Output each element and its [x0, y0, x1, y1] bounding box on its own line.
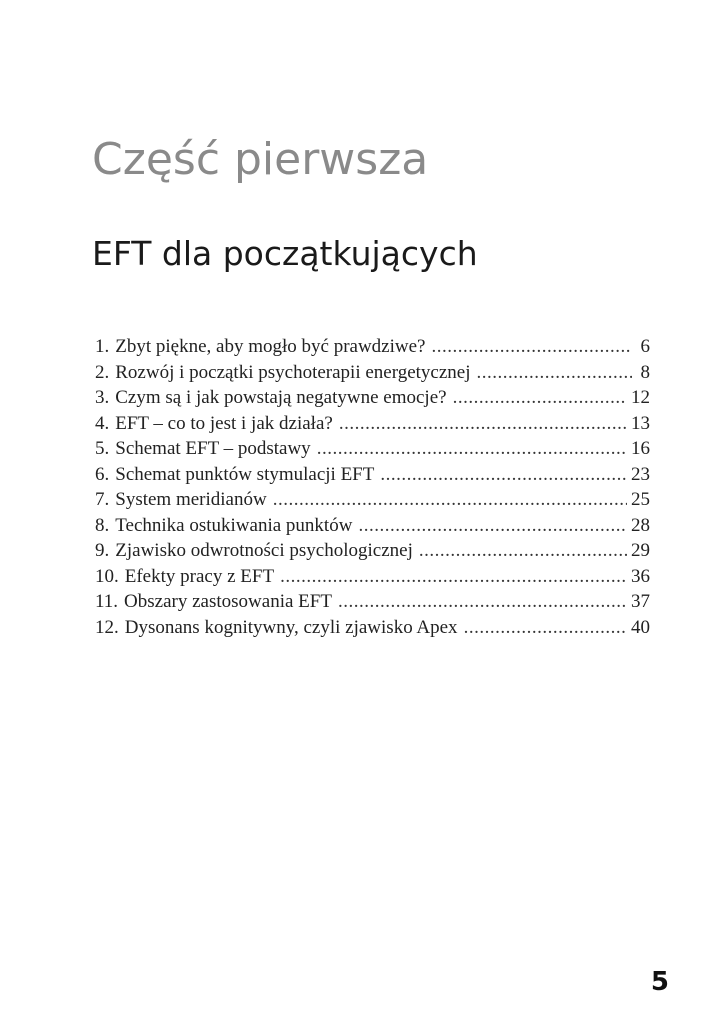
- toc-entry-title: Zbyt piękne, aby mogło być prawdziwe?: [115, 336, 426, 357]
- section-title: EFT dla początkujących: [92, 234, 478, 273]
- toc-dot-leader: [273, 487, 627, 513]
- toc-dot-leader: [453, 385, 627, 411]
- toc-dot-leader: [380, 462, 627, 488]
- toc-dot-leader: [339, 411, 627, 437]
- toc-entry-page: 29: [631, 540, 650, 561]
- toc-entry-title: Schemat punktów stymulacji EFT: [115, 463, 375, 485]
- toc-entry-number: 8.: [95, 514, 110, 536]
- toc-dot-leader: [477, 360, 633, 386]
- toc-dot-leader: [317, 436, 627, 462]
- toc-entry-number: 10.: [95, 565, 119, 587]
- toc-dot-leader: [419, 538, 627, 564]
- toc-entry: [95, 462, 650, 488]
- toc-entry-number: 6.: [95, 463, 110, 485]
- toc-dot-leader: [358, 513, 627, 539]
- toc-dot-leader: [431, 334, 632, 360]
- page-number: 5: [650, 967, 669, 997]
- toc-entry: [95, 589, 650, 615]
- toc-entry-number: 3.: [95, 387, 110, 408]
- toc-entry-page: 6: [640, 336, 650, 357]
- toc-entry-number: 5.: [95, 438, 110, 459]
- toc-entry: [95, 334, 650, 360]
- toc-entry-page: 40: [631, 616, 650, 638]
- toc-entry-title: Zjawisko odwrotności psychologicznej: [115, 540, 413, 561]
- toc-entry-page: 23: [631, 463, 650, 485]
- toc-entry-number: 7.: [95, 489, 110, 510]
- toc-entry-page: 8: [640, 361, 650, 383]
- toc-entry-number: 11.: [95, 591, 119, 612]
- toc-entry-title: Rozwój i początki psychoterapii energetycznej: [115, 361, 471, 383]
- toc-entry-number: 1.: [95, 336, 110, 357]
- toc-entry: [95, 564, 650, 590]
- toc-entry-page: 37: [631, 591, 650, 612]
- toc-entry-number: 2.: [95, 361, 110, 383]
- toc-entry: [95, 538, 650, 564]
- toc-entry-title: EFT – co to jest i jak działa?: [115, 412, 333, 434]
- toc-entry-title: System meridianów: [115, 489, 267, 510]
- toc-entry-page: 13: [631, 412, 650, 434]
- toc-entry-page: 28: [631, 514, 650, 536]
- toc-entry: [95, 385, 650, 411]
- toc-entry-page: 36: [631, 565, 650, 587]
- toc-entry: [95, 487, 650, 513]
- toc-entry-number: 4.: [95, 412, 110, 434]
- toc-entry-title: Obszary zastosowania EFT: [124, 591, 332, 612]
- toc-entry-title: Efekty pracy z EFT: [124, 565, 275, 587]
- toc-entry: [95, 411, 650, 437]
- toc-entry-number: 9.: [95, 540, 110, 561]
- toc-entry-title: Czym są i jak powstają negatywne emocje?: [115, 387, 447, 408]
- toc-dot-leader: [464, 615, 627, 641]
- toc-entry-page: 25: [631, 489, 650, 510]
- toc-entry-title: Schemat EFT – podstawy: [115, 438, 311, 459]
- toc-entry-page: 12: [631, 387, 650, 408]
- toc-entry-title: Dysonans kognitywny, czyli zjawisko Apex: [124, 616, 458, 638]
- toc-entry-page: 16: [631, 438, 650, 459]
- toc-entry-title: Technika ostukiwania punktów: [115, 514, 353, 536]
- toc-dot-leader: [338, 589, 627, 615]
- table-of-contents: [95, 334, 650, 640]
- toc-entry: [95, 360, 650, 386]
- toc-dot-leader: [280, 564, 627, 590]
- toc-entry: [95, 513, 650, 539]
- toc-entry: [95, 615, 650, 641]
- toc-entry: [95, 436, 650, 462]
- toc-entry-number: 12.: [95, 616, 119, 638]
- part-title: Część pierwsza: [92, 134, 429, 185]
